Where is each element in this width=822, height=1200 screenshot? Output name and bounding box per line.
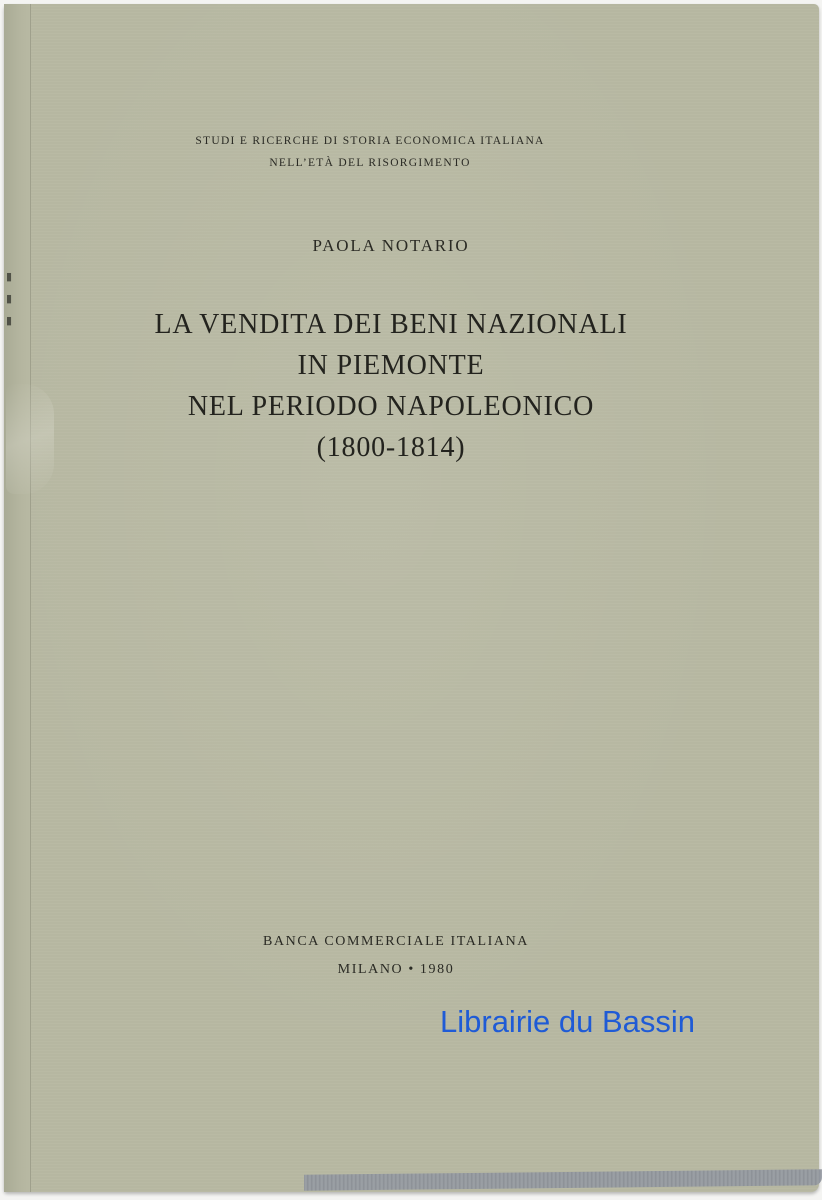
publisher-block xyxy=(0,928,822,984)
title-line-1: LA VENDITA DEI BENI NAZIONALI xyxy=(154,309,628,340)
spine-lettering: ▮ ▮ ▮ xyxy=(6,271,13,327)
publisher-name: BANCA COMMERCIALE ITALIANA xyxy=(262,934,530,949)
title-line-2: IN PIEMONTE xyxy=(297,350,485,381)
place-year: MILANO • 1980 xyxy=(337,962,455,977)
watermark-text: Librairie du Bassin xyxy=(440,1004,696,1039)
author-text: PAOLA NOTARIO xyxy=(312,236,470,255)
title-line-4: (1800-1814) xyxy=(316,432,466,463)
title-line-3: NEL PERIODO NAPOLEONICO xyxy=(187,391,595,422)
series-line-1: STUDI E RICERCHE DI STORIA ECONOMICA ITALIANA xyxy=(195,135,545,147)
book-cover xyxy=(4,4,819,1192)
series-title xyxy=(0,130,822,174)
book-title xyxy=(0,304,822,468)
author-name xyxy=(0,236,822,256)
spine-fold xyxy=(4,4,31,1192)
cloth-binding-edge xyxy=(304,1169,822,1190)
series-line-2: NELL’ETÀ DEL RISORGIMENTO xyxy=(269,157,471,169)
